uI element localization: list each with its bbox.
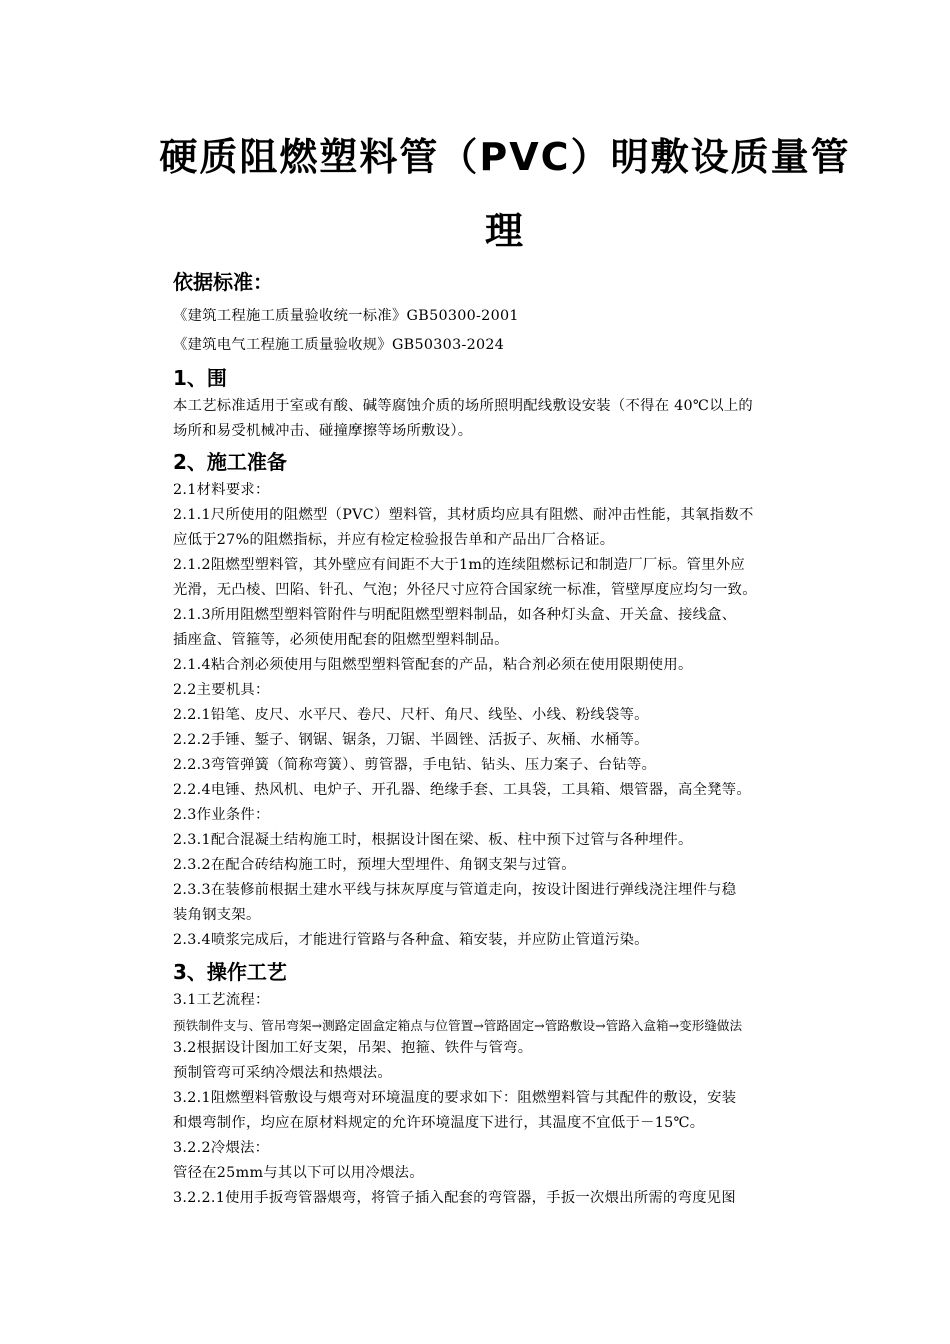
section-3-line: 和煨弯制作，均应在原材料规定的允许环境温度下进行，其温度不宜低于－15℃。 — [173, 1115, 705, 1131]
section-2-heading: 2、施工准备 — [173, 450, 287, 474]
section-2-line: 插座盒、管箍等，必须使用配套的阻燃型塑料制品。 — [173, 632, 509, 648]
section-3-heading: 3、操作工艺 — [173, 960, 287, 984]
process-flow-line: 预铁制件支与、管吊弯架→测路定固盒定箱点与位管置→管路固定→管路敷设→管路入盒箱→变形缝做法 — [173, 1018, 743, 1033]
section-2-line: 2.3.3在装修前根据土建水平线与抹灰厚度与管道走向，按设计图进行弹线浇注埋件与稳 — [173, 882, 737, 898]
section-2-line: 2.1.2阻燃型塑料管，其外壁应有间距不大于1m的连续阻燃标记和制造厂厂标。管里外应 — [173, 557, 746, 573]
section-3-line: 预制管弯可采纳冷煨法和热煨法。 — [173, 1065, 392, 1081]
section-1-line: 场所和易受机械冲击、碰撞摩擦等场所敷设）。 — [173, 423, 473, 439]
section-2-line: 2.1.3所用阻燃型塑料管附件与明配阻燃型塑料制品，如各种灯头盒、开关盒、接线盒、 — [173, 607, 737, 623]
section-2-line: 2.3.1配合混凝土结构施工时，根据设计图在梁、板、柱中预下过管与各种埋件。 — [173, 832, 693, 848]
section-2-line: 2.3.4喷浆完成后，才能进行管路与各种盒、箱安装，并应防止管道污染。 — [173, 932, 649, 948]
document-title-line-2: 理 — [484, 209, 525, 253]
document-title-line-1: 硬质阻燃塑料管（PVC）明敷设质量管 — [159, 135, 851, 179]
section-2-line: 2.2.1铅笔、皮尺、水平尺、卷尺、尺杆、角尺、线坠、小线、粉线袋等。 — [173, 707, 649, 723]
section-3-line: 3.2.2.1使用手扳弯管器煨弯，将管子插入配套的弯管器，手扳一次煨出所需的弯度见图 — [173, 1190, 737, 1206]
section-1-line: 本工艺标准适用于室或有酸、碱等腐蚀介质的场所照明配线敷设安装（不得在 40℃以上的 — [173, 398, 754, 414]
section-3-line: 3.2根据设计图加工好支架，吊架、抱箍、铁件与管弯。 — [173, 1040, 533, 1056]
section-3-line: 3.1工艺流程： — [173, 992, 270, 1008]
section-2-line: 光滑，无凸棱、凹陷、针孔、气泡；外径尺寸应符合国家统一标准，管壁厚度应均匀一致。 — [173, 582, 757, 598]
section-2-line: 装角钢支架。 — [173, 907, 261, 923]
section-2-line: 2.1.4粘合剂必须使用与阻燃型塑料管配套的产品，粘合剂必须在使用限期使用。 — [173, 657, 693, 673]
section-2-line: 2.1材料要求： — [173, 482, 270, 498]
section-2-line: 2.1.1尺所使用的阻燃型（PVC）塑料管，其材质均应具有阻燃、耐冲击性能，其氧指数不 — [173, 507, 754, 523]
section-2-line: 2.2.2手锤、錾子、钢锯、锯条，刀锯、半圆锉、活扳子、灰桶、水桶等。 — [173, 732, 649, 748]
basis-standard-1: 《建筑工程施工质量验收统一标准》GB50300-2001 — [173, 308, 519, 324]
basis-heading: 依据标准： — [173, 270, 273, 294]
section-1-heading: 1、围 — [173, 366, 227, 390]
section-2-line: 2.2.3弯管弹簧（简称弯簧）、剪管器，手电钻、钻头、压力案子、台钻等。 — [173, 757, 657, 773]
section-2-line: 2.3.2在配合砖结构施工时，预埋大型埋件、角钢支架与过管。 — [173, 857, 576, 873]
section-2-line: 2.3作业条件： — [173, 807, 270, 823]
section-3-line: 3.2.2冷煨法： — [173, 1140, 270, 1156]
section-2-line: 应低于27%的阻燃指标，并应有检定检验报告单和产品出厂合格证。 — [173, 532, 615, 548]
section-2-line: 2.2.4电锤、热风机、电炉子、开孔器、绝缘手套、工具袋，工具箱、煨管器，高全凳等。 — [173, 782, 751, 798]
section-2-line: 2.2主要机具： — [173, 682, 270, 698]
section-3-line: 管径在25mm与其以下可以用冷煨法。 — [173, 1165, 424, 1181]
basis-standard-2: 《建筑电气工程施工质量验收规》GB50303-2024 — [173, 337, 505, 353]
section-3-line: 3.2.1阻燃塑料管敷设与煨弯对环境温度的要求如下：阻燃塑料管与其配件的敷设，安装 — [173, 1090, 737, 1106]
